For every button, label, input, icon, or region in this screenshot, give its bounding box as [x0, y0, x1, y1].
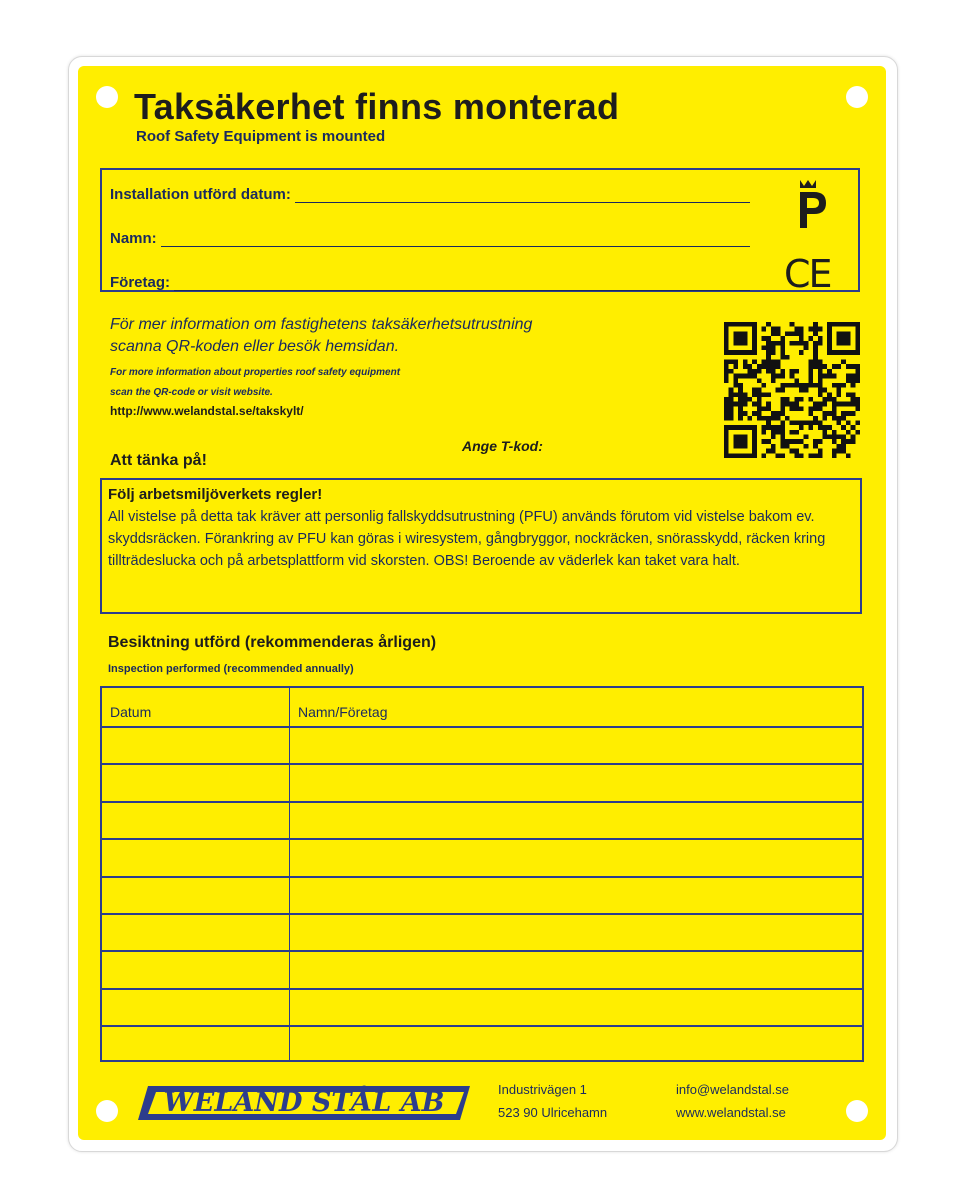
contact-email-link[interactable]: info@welandstal.se: [676, 1082, 789, 1097]
table-row-line: [102, 838, 862, 840]
table-row-line: [102, 726, 862, 728]
table-row-line: [102, 988, 862, 990]
table-row-line: [102, 913, 862, 915]
sign-subtitle: Roof Safety Equipment is mounted: [136, 128, 386, 145]
install-date-field[interactable]: [110, 186, 750, 203]
info-english: [110, 363, 670, 403]
info-english-line-2: scan the QR-code or visit website.: [110, 387, 273, 398]
company-contact: [676, 1078, 789, 1124]
install-date-label: Installation utförd datum:: [110, 186, 291, 203]
address-street: Industrivägen 1: [498, 1082, 587, 1097]
install-name-label: Namn:: [110, 230, 157, 247]
contact-website-link[interactable]: www.welandstal.se: [676, 1105, 786, 1120]
rules-box: [100, 478, 862, 614]
install-name-line: [161, 245, 750, 247]
mounting-hole-bottom-right: [846, 1100, 868, 1122]
mounting-hole-bottom-left: [96, 1100, 118, 1122]
table-row-line: [102, 950, 862, 952]
company-address: [498, 1078, 607, 1124]
p-mark-crown-icon: [794, 178, 830, 244]
info-swedish-line-2: scanna QR-koden eller besök hemsidan.: [110, 338, 400, 355]
address-city: 523 90 Ulricehamn: [498, 1105, 608, 1120]
t-code-label: Ange T-kod:: [462, 438, 543, 454]
install-name-field[interactable]: [110, 230, 750, 247]
qr-code-icon[interactable]: [724, 322, 860, 458]
info-english-line-1: For more information about properties roof safety equipment: [110, 367, 401, 378]
rules-body: All vistelse på detta tak kräver att personlig fallskyddsutrustning (PFU) används förutom vid vistelse bakom ev. skyddsräcken. Förankring av PFU kan göras i wiresystem, gångbryggor, nockräcken, snörasskydd, räcken kring tillträdeslucka och på arbetsplattform vid skorsten. OBS! Beroende av väderlek kan taket vara halt.: [108, 509, 826, 569]
ce-mark-icon: CE: [784, 252, 831, 296]
think-heading: Att tänka på!: [110, 452, 207, 469]
install-company-label: Företag:: [110, 274, 170, 291]
info-swedish-line-1: För mer information om fastighetens taksäkerhetsutrustning: [110, 316, 533, 333]
weland-stal-logo: [134, 1076, 474, 1124]
table-row-line: [102, 763, 862, 765]
table-row-line: [102, 801, 862, 803]
info-swedish: [110, 314, 710, 358]
sign-title: Taksäkerhet finns monterad: [134, 86, 620, 127]
roof-safety-sign: [78, 66, 886, 1140]
logo-text: WELAND STÅL AB: [163, 1087, 445, 1118]
installation-box: [100, 168, 860, 296]
table-row-line: [102, 876, 862, 878]
table-header-name-company: Namn/Företag: [298, 704, 388, 720]
inspection-table: [100, 686, 864, 1062]
install-company-line: [174, 289, 750, 291]
rules-heading: Följ arbetsmiljöverkets regler!: [108, 486, 323, 503]
inspection-subtitle: Inspection performed (recommended annually): [108, 663, 354, 675]
install-date-line: [295, 201, 750, 203]
mounting-hole-top-right: [846, 86, 868, 108]
table-header-date: Datum: [110, 704, 152, 720]
table-column-separator: [289, 688, 290, 1060]
mounting-hole-top-left: [96, 86, 118, 108]
inspection-title: Besiktning utförd (rekommenderas årligen): [108, 634, 437, 651]
table-row-line: [102, 1025, 862, 1027]
info-url-link[interactable]: http://www.welandstal.se/takskylt/: [110, 404, 304, 418]
install-company-field[interactable]: [110, 274, 750, 291]
